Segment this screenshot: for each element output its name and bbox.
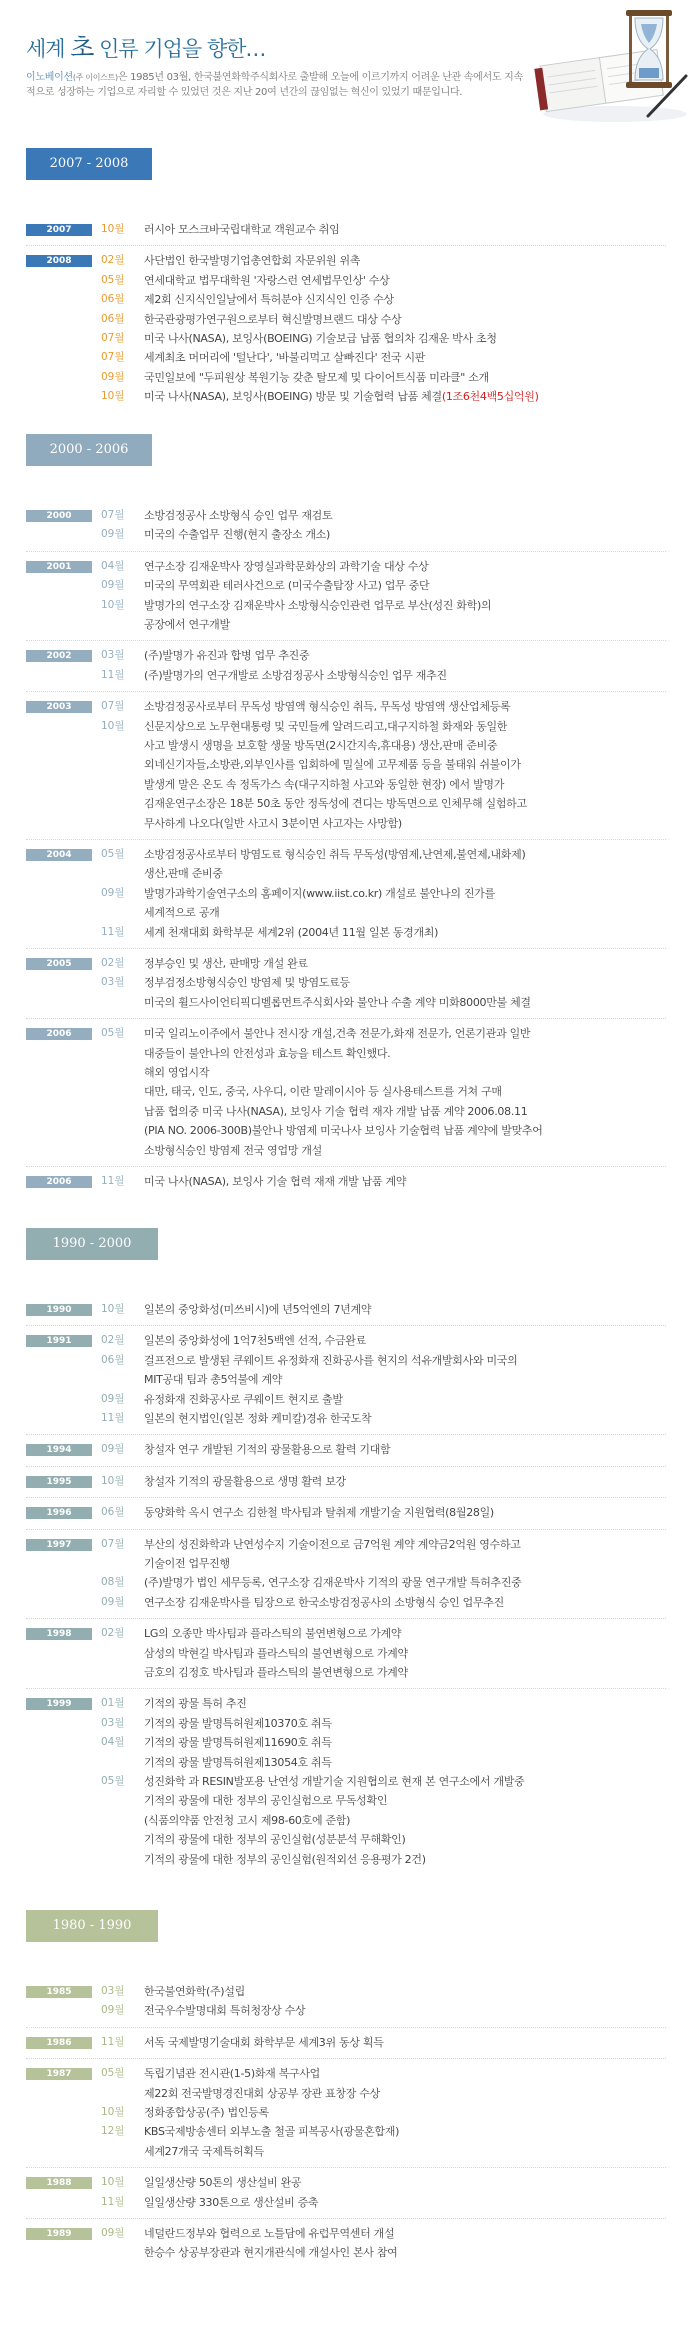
era-heading: 1990 - 2000 [26, 1228, 158, 1260]
entry-text [144, 884, 661, 923]
entry-text-main: KBS국제방송센터 외부노출 철골 피복공사(광물혼합재) 세계27개국 국제특허획득 [144, 2125, 400, 2158]
year-badge: 2006 [26, 1028, 92, 1040]
timeline-entry [101, 2122, 661, 2161]
era-heading: 1980 - 1990 [26, 1910, 158, 1942]
timeline-entry [101, 1624, 661, 1682]
entry-month: 01월 [101, 1697, 125, 1710]
entry-text-main: 독립기념관 전시관(1-5)화재 복구사업 제22회 전국발명경진대회 상공부 장관 표창장 수상 [144, 2067, 380, 2100]
entry-text-main: 발명가과학기술연구소의 홈페이지(www.iist.co.kr) 개설로 불안나의 진가를 세계적으로 공개 [144, 886, 495, 920]
year-badge: 1988 [26, 2177, 92, 2189]
entry-month: 07월 [101, 332, 125, 344]
timeline-entry [101, 348, 661, 367]
entry-month: 06월 [101, 1353, 125, 1366]
entry-month: 10월 [101, 1303, 125, 1315]
entry-text-main: 창설자 기적의 광물활용으로 생명 활력 보강 [144, 1474, 346, 1488]
timeline-entry [101, 329, 661, 348]
entry-text-main: (주)발명가의 연구개발로 소방검정공사 소방형식승인 업무 재추진 [144, 668, 447, 682]
year-divider [26, 640, 666, 641]
entry-month: 10월 [101, 2106, 125, 2118]
year-divider [26, 1018, 666, 1019]
entry-text-main: 신문지상으로 노무현대통령 및 국민들께 알려드리고,대구지하철 화재와 동일한 사고 발생시 생명을 보호할 생물 방독면(2시간지속,휴대용) 생산,판매 준비중 외네신기자들,소방관,외부인사를 입회하에 밀실에 고무제품 등을 불태워 쉬불이가 발생게 말은 온도 속 정독가스 속(대구지하철 사고와 동일한 현장) 에서 발명가 김재운연구소장은 18분 50초 동안 정독성에 견디는 방독면으로 인체무해 실험하고 무사하게 나오다(일반 사고시 3분이면 사고자는 사망함) [144, 719, 527, 830]
year-badge: 1991 [26, 1335, 92, 1347]
entry-highlight: (1조6천4백5십억원) [441, 390, 539, 404]
year-badge: 1996 [26, 1507, 92, 1519]
entry-text [144, 2173, 661, 2192]
entry-text [144, 646, 661, 665]
year-divider [26, 245, 666, 246]
entry-text-main: 연세대학교 법무대학원 '자랑스런 연세법무인상' 수상 [144, 273, 390, 287]
entry-text-main: 연구소장 김재운박사 장영실과학문화상의 과학기술 대상 수상 [144, 559, 429, 573]
entry-month: 09월 [101, 2004, 125, 2017]
era-heading: 2000 - 2006 [26, 434, 152, 466]
timeline-entry [101, 1331, 661, 1350]
entry-month: 09월 [101, 1443, 125, 1456]
year-badge: 2003 [26, 701, 92, 713]
timeline-entry [101, 2033, 661, 2052]
entry-text [144, 506, 661, 525]
entry-text-main: 유정화재 진화공사로 쿠웨이트 현지로 출발 [144, 1392, 343, 1406]
timeline-entry [101, 290, 661, 309]
entry-month: 09월 [101, 1595, 125, 1608]
notebook-hourglass-illustration [530, 6, 690, 124]
year-badge: 1985 [26, 1986, 92, 1998]
year-divider [26, 839, 666, 840]
entry-month: 07월 [101, 700, 125, 713]
timeline-entry [101, 2001, 661, 2020]
entry-month: 04월 [101, 559, 125, 572]
year-divider [26, 1166, 666, 1167]
year-badge: 1999 [26, 1698, 92, 1710]
entry-text [144, 993, 661, 1012]
entry-month: 03월 [101, 976, 125, 989]
entry-text-main: 기적의 광물 특허 추진 [144, 1697, 247, 1711]
entry-text-main: 일본의 중앙화성에 1억7천5백엔 선적, 수금완료 [144, 1334, 366, 1348]
entry-month: 06월 [101, 293, 125, 306]
entry-text [144, 525, 661, 544]
year-badge: 2008 [26, 255, 92, 267]
entry-month: 03월 [101, 649, 125, 662]
timeline-entry [101, 1573, 661, 1592]
entry-text [144, 1772, 661, 1869]
entry-text-main: 미국 나사(NASA), 보잉사(BOEING) 기술보급 납품 협의차 김재운 박사 초청 [144, 332, 497, 345]
entry-text [144, 1694, 661, 1713]
entry-text [144, 717, 661, 833]
year-divider [26, 1618, 666, 1619]
entry-text [144, 1331, 661, 1350]
timeline-entry [101, 1772, 661, 1869]
year-badge: 1986 [26, 2037, 92, 2049]
timeline-entry [101, 220, 661, 239]
entry-text [144, 845, 661, 884]
entry-text [144, 1390, 661, 1409]
year-divider [26, 948, 666, 949]
timeline-entry [101, 1503, 661, 1522]
timeline-entry [101, 2224, 661, 2263]
timeline-entry [101, 506, 661, 525]
entry-month: 09월 [101, 2227, 125, 2239]
entry-text [144, 557, 661, 576]
year-divider [26, 1466, 666, 1467]
timeline-entry [101, 1172, 661, 1191]
entry-text-main: (주)발명가 유진과 합병 업무 추진중 [144, 649, 310, 663]
entry-text [144, 2193, 661, 2212]
entry-text-main: (주)발명가 법인 세무등록, 연구소장 김재운박사 기적의 광물 연구개발 특허추진중 [144, 1576, 522, 1590]
entry-month: 06월 [101, 312, 125, 325]
entry-text-main: 미국 일리노이주에서 불안나 전시장 개설,건축 전문가,화재 전문가, 언론기관과 일반 대중들이 불안나의 안전성과 효능을 테스트 확인했다. 해외 영업시작 대만, 태국, 인도, 중국, 사우디, 이란 말레이시아 등 실사용테스트를 거쳐 구매 납품 협의중 미국 나사(NASA), 보잉사 기술 협력 재자 개발 납품 계약 2006.08.11 (PIA NO. 2006-300B)불안나 방염제 미국나사 보잉사 기술협력 납품 계약에 발맞추어 소방형식승인 방염제 전국 영업망 개설 [144, 1027, 543, 1157]
entry-text [144, 973, 661, 992]
entry-text [144, 1440, 661, 1459]
entry-month: 11월 [101, 2195, 125, 2208]
entry-text [144, 1503, 661, 1522]
entry-text-main: 한국관광평가연구원으로부터 혁신발명브랜드 대상 수상 [144, 312, 402, 326]
entry-text-main: 기적의 광물 발명특허원제11690호 취득 [144, 1736, 332, 1750]
timeline-entry [101, 993, 661, 1012]
entry-month: 03월 [101, 1985, 125, 1997]
entry-text-main: 부산의 성진화학과 난연성수지 기술이전으로 금7억원 계약 계약금2억원 영수하고 기술이전 업무진행 [144, 1537, 521, 1570]
year-badge: 2005 [26, 958, 92, 970]
timeline-entry [101, 596, 661, 635]
entry-month: 10월 [101, 390, 125, 403]
timeline-entry [101, 1714, 661, 1733]
year-divider [26, 691, 666, 692]
timeline-entry [101, 1694, 661, 1713]
timeline-entry [101, 1535, 661, 1574]
timeline-entry [101, 1982, 661, 2001]
year-badge: 2000 [26, 510, 92, 522]
entry-text-main: 소방검정공사로부터 방염도료 형식승인 취득 무독성(방염제,난연제,불연제,내화제) 생산,판매 준비중 [144, 848, 526, 881]
year-badge: 1990 [26, 1304, 92, 1316]
entry-month: 07월 [101, 509, 125, 521]
entry-text-main: 미국 나사(NASA), 보잉사 기술 협력 재재 개발 납품 계약 [144, 1175, 407, 1188]
entry-text [144, 666, 661, 685]
entry-month: 12월 [101, 2125, 125, 2138]
timeline-entry [101, 2173, 661, 2192]
entry-month: 07월 [101, 351, 125, 364]
entry-text-main: 일본의 현지법인(일본 정화 케미칼)경유 한국도착 [144, 1412, 372, 1425]
year-divider [26, 2167, 666, 2168]
entry-text [144, 2224, 661, 2263]
entry-text-main: 미국의 휠드사이언티픽디벨롭먼트주식회사와 불안나 수출 계약 미화8000만불 체결 [144, 995, 531, 1009]
entry-text-main: 제2회 신지식인일날에서 특허분야 신지식인 인증 수상 [144, 293, 394, 307]
entry-text [144, 596, 661, 635]
timeline-entry [101, 1753, 661, 1772]
timeline-entry [101, 666, 661, 685]
timeline-entry [101, 1733, 661, 1752]
entry-month: 02월 [101, 1627, 125, 1640]
year-divider [26, 2058, 666, 2059]
entry-month: 07월 [101, 1537, 125, 1550]
entry-text [144, 1535, 661, 1574]
entry-month: 05월 [101, 273, 125, 286]
timeline-entry [101, 1409, 661, 1428]
entry-text [144, 251, 661, 270]
timeline-entry [101, 576, 661, 595]
entry-text-main: 러시아 모스크바국립대학교 객원교수 취임 [144, 223, 340, 236]
entry-text [144, 368, 661, 387]
entry-month: 03월 [101, 1716, 125, 1729]
entry-month: 10월 [101, 223, 125, 235]
timeline-entry [101, 2193, 661, 2212]
year-badge: 2002 [26, 650, 92, 662]
entry-month: 02월 [101, 1334, 125, 1347]
entry-text-main: 연구소장 김재운박사를 팀장으로 한국소방검정공사의 소방형식 승인 업무추진 [144, 1595, 504, 1609]
entry-text-main: 국민일보에 "두피원상 복원기능 갖춘 탈모제 및 다이어트식품 미라클" 소개 [144, 370, 489, 384]
entry-text [144, 2064, 661, 2103]
year-divider [26, 1325, 666, 1326]
timeline-entry [101, 884, 661, 923]
entry-text-main: 미국 나사(NASA), 보잉사(BOEING) 방문 및 기술협력 납품 체결 [144, 390, 442, 404]
entry-text [144, 923, 661, 942]
entry-text-main: 사단법인 한국발명기업총연합회 자문위원 위촉 [144, 254, 361, 268]
era-heading: 2007 - 2008 [26, 148, 152, 180]
entry-month: 09월 [101, 886, 125, 899]
entry-text-main: 전국우수발명대회 특허청장상 수상 [144, 2004, 306, 2018]
year-badge: 1997 [26, 1539, 92, 1551]
entry-text-main: 네덜란드정부와 협력으로 노틀담에 유럽무역센터 개설 한승수 상공부장관과 현지개관식에 개설사인 본사 참여 [144, 2227, 398, 2260]
entry-month: 08월 [101, 1576, 125, 1589]
entry-month: 11월 [101, 925, 125, 938]
entry-text [144, 1624, 661, 1682]
timeline-entry [101, 387, 661, 406]
entry-month: 04월 [101, 1736, 125, 1749]
timeline-entry [101, 1440, 661, 1459]
entry-month: 02월 [101, 254, 125, 267]
entry-text [144, 1472, 661, 1491]
entry-text [144, 290, 661, 309]
entry-month: 06월 [101, 1506, 125, 1519]
entry-text-main: 소방검정공사 소방형식 승인 업무 재검토 [144, 509, 333, 522]
entry-text-main: 정화종합상공(주) 법인등록 [144, 2106, 269, 2119]
entry-text-main: 세계 천재대회 화학부문 세계2위 (2004년 11월 일본 동경개최) [144, 925, 439, 939]
entry-text-main: 소방검정공사로부터 무독성 방염액 형식승인 취득, 무독성 방염액 생산업체등록 [144, 700, 511, 714]
timeline-entry [101, 1593, 661, 1612]
entry-text-main: 발명가의 연구소장 김재운박사 소방형식승인관련 업무로 부산(성진 화학)의 공장에서 연구개발 [144, 598, 492, 631]
entry-month: 11월 [101, 668, 125, 681]
entry-text [144, 1593, 661, 1612]
entry-month: 11월 [101, 2035, 125, 2048]
intro-text: 이노베이션(주 이이스트)은 1985년 03월, 한국불연화학주식회사로 출발해 오늘에 이르기까지 어려운 난관 속에서도 지속적으로 성장하는 기업으로 자리할 수 있었던 것은 지난 20여 년간의 끊임없는 혁신이 있었기 때문입니다. [26, 72, 523, 98]
entry-text [144, 220, 661, 239]
timeline-entry [101, 2064, 661, 2103]
timeline-entry [101, 1351, 661, 1390]
year-divider [26, 1529, 666, 1530]
year-divider [26, 551, 666, 552]
timeline-entry [101, 1024, 661, 1160]
entry-month: 05월 [101, 848, 125, 860]
entry-text [144, 2001, 661, 2020]
entry-text [144, 1714, 661, 1733]
timeline-entry [101, 954, 661, 973]
year-badge: 1987 [26, 2068, 92, 2080]
timeline-entry [101, 973, 661, 992]
entry-text-main: 일일생산량 50톤의 생산설비 완공 [144, 2176, 302, 2190]
entry-text [144, 1753, 661, 1772]
entry-text-main: LG의 오종만 박사팀과 플라스틱의 불연변형으로 가계약 삼성의 박현길 박사팀과 플라스틱의 불연변형으로 가계약 금호의 김정호 박사팀과 플라스틱의 불연변형으로 가계약 [144, 1627, 408, 1679]
entry-text-main: 세계최초 머머리에 '털난다', '바불리먹고 살빠진다' 전국 시판 [144, 351, 426, 365]
entry-month: 10월 [101, 2176, 125, 2189]
entry-text [144, 1300, 661, 1319]
year-divider [26, 2218, 666, 2219]
timeline-entry [101, 271, 661, 290]
entry-text [144, 1024, 661, 1160]
entry-month: 05월 [101, 2067, 125, 2080]
timeline-entry [101, 845, 661, 884]
entry-text [144, 387, 661, 406]
year-badge: 2001 [26, 561, 92, 573]
entry-text-main: 정부검정소방형식승인 방염제 및 방염도료등 [144, 976, 350, 990]
entry-text [144, 1351, 661, 1390]
timeline-entry [101, 717, 661, 833]
year-divider [26, 1688, 666, 1689]
entry-text [144, 576, 661, 595]
entry-text-main: 일본의 중앙화성(미쓰비시)에 년5억엔의 7년계약 [144, 1303, 372, 1316]
entry-month: 11월 [101, 1175, 125, 1187]
entry-text [144, 348, 661, 367]
entry-month: 05월 [101, 1775, 125, 1787]
timeline-entry [101, 2103, 661, 2122]
year-badge: 2006 [26, 1176, 92, 1188]
timeline-entry [101, 697, 661, 716]
entry-text-main: 정부승인 및 생산, 판매망 개설 완료 [144, 957, 308, 970]
year-badge: 2007 [26, 224, 92, 236]
entry-text-main: 창설자 연구 개발된 기적의 광물활용으로 활력 기대함 [144, 1443, 391, 1457]
entry-text [144, 329, 661, 348]
entry-text [144, 1409, 661, 1428]
entry-text [144, 954, 661, 973]
timeline-entry [101, 1300, 661, 1319]
entry-month: 05월 [101, 1027, 125, 1040]
timeline-entry [101, 310, 661, 329]
entry-month: 11월 [101, 1412, 125, 1424]
entry-text [144, 2122, 661, 2161]
year-badge: 2004 [26, 849, 92, 861]
year-divider [26, 1497, 666, 1498]
timeline-entry [101, 1472, 661, 1491]
entry-month: 10월 [101, 598, 125, 611]
entry-text-main: 미국의 무역회관 테러사건으로 (미국수출탐장 사고) 업무 중단 [144, 579, 430, 593]
entry-text-main: 성진화학 과 RESIN발포용 난연성 개발기술 지원협의로 현재 본 연구소에서 개발중 기적의 광물에 대한 정부의 공인실험으로 무독성확인 (식품의약품 안전청 고시 제98-60호에 준함) 기적의 광물에 대한 정부의 공인실험(성분분석 무해확인) 기적의 광물에 대한 정부의 공인실험(원적외선 응용평가 2건) [144, 1775, 525, 1866]
entry-text [144, 1733, 661, 1752]
entry-text-main: 일일생산량 330톤으로 생산설비 증축 [144, 2195, 319, 2209]
entry-month: 09월 [101, 579, 125, 592]
entry-text [144, 1573, 661, 1592]
year-badge: 1998 [26, 1628, 92, 1640]
year-badge: 1995 [26, 1476, 92, 1488]
entry-text-main: 동양화학 옥시 연구소 김한철 박사팀과 탈취제 개발기술 지원협력(8월28일) [144, 1506, 494, 1520]
timeline-entry [101, 923, 661, 942]
entry-month: 09월 [101, 1392, 125, 1405]
entry-month: 09월 [101, 528, 125, 541]
entry-text-main: 기적의 광물 발명특허원제13054호 취득 [144, 1755, 332, 1769]
entry-text [144, 2103, 661, 2122]
timeline-entry [101, 646, 661, 665]
timeline-entry [101, 557, 661, 576]
entry-text-main: 서독 국제발명기술대회 화학부문 세계3위 동상 획득 [144, 2035, 384, 2049]
entry-text-main: 한국불연화학(주)설립 [144, 1985, 245, 1998]
entry-text [144, 310, 661, 329]
entry-month: 10월 [101, 719, 125, 732]
entry-month: 10월 [101, 1474, 125, 1487]
timeline-entry [101, 251, 661, 270]
year-divider [26, 1434, 666, 1435]
entry-text-main: 기적의 광물 발명특허원제10370호 취득 [144, 1716, 332, 1730]
entry-month: 02월 [101, 957, 125, 969]
entry-month: 09월 [101, 370, 125, 383]
entry-text [144, 697, 661, 716]
timeline-entry [101, 1390, 661, 1409]
year-badge: 1989 [26, 2228, 92, 2240]
entry-text-main: 미국의 수출업무 진행(현지 출장소 개소) [144, 528, 330, 542]
entry-text [144, 1172, 661, 1191]
timeline-entry [101, 525, 661, 544]
entry-text-main: 걸프전으로 발생된 쿠웨이트 유정화재 진화공사를 현지의 석유개발회사와 미국의 MIT공대 팀과 총5억불에 계약 [144, 1353, 518, 1387]
page-title: 세계 초 인류 기업을 향한… [26, 33, 266, 62]
timeline-entry [101, 368, 661, 387]
entry-text [144, 2033, 661, 2052]
page-header [0, 0, 700, 130]
year-divider [26, 2027, 666, 2028]
year-badge: 1994 [26, 1444, 92, 1456]
entry-text [144, 271, 661, 290]
entry-text [144, 1982, 661, 2001]
